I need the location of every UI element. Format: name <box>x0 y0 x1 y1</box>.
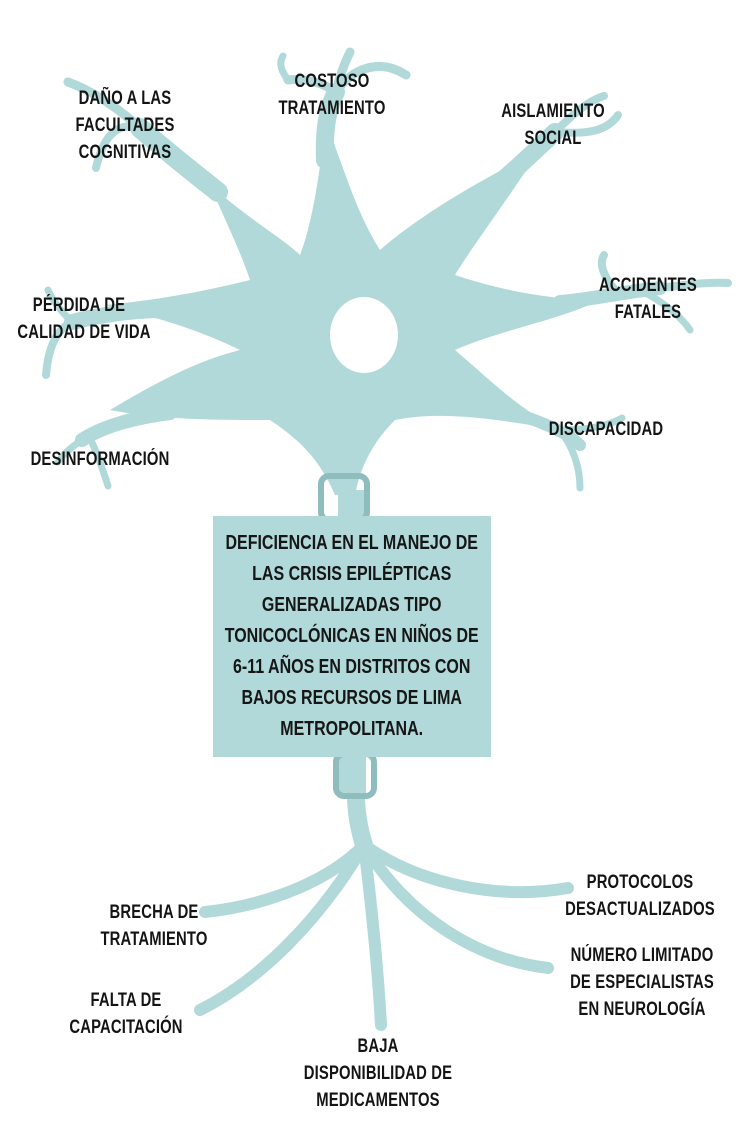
dendrite-misinfo <box>82 413 170 440</box>
neuron-nucleus <box>330 297 398 373</box>
central-problem-box <box>213 516 491 757</box>
effect-disability: DISCAPACIDAD <box>548 419 664 440</box>
effect-fatal-accidents: ACCIDENTES FATALES <box>599 275 697 323</box>
cause-limited-specialists: NÚMERO LIMITADO DE ESPECIALISTAS EN NEUROLOGÍA <box>570 945 714 1020</box>
axon <box>356 795 364 845</box>
central-line-5: 6-11 AÑOS EN DISTRITOS CON <box>233 656 471 678</box>
central-line-4: TONICOCLÓNICAS EN NIÑOS DE <box>225 625 479 647</box>
effect-costly-treatment: COSTOSO TRATAMIENTO <box>278 71 386 119</box>
central-line-3: GENERALIZADAS TIPO <box>262 594 442 616</box>
central-line-2: LAS CRISIS EPILÉPTICAS <box>252 563 452 585</box>
central-line-6: BAJOS RECURSOS DE LIMA <box>241 687 463 709</box>
cause-treatment-gap: BRECHA DE TRATAMIENTO <box>100 902 208 950</box>
cause-outdated-protocols: PROTOCOLOS DESACTUALIZADOS <box>565 872 715 920</box>
effect-quality-of-life: PÉRDIDA DE CALIDAD DE VIDA <box>17 295 151 343</box>
central-problem-text <box>225 528 479 745</box>
central-line-1: DEFICIENCIA EN EL MANEJO DE <box>225 532 479 554</box>
effect-misinformation: DESINFORMACIÓN <box>30 449 170 470</box>
effect-social-isolation: AISLAMIENTO SOCIAL <box>501 101 605 149</box>
cause-medicine-availability: BAJA DISPONIBILIDAD DE MEDICAMENTOS <box>303 1036 453 1111</box>
central-line-7: METROPOLITANA. <box>280 718 424 740</box>
effect-cognitive-damage: DAÑO A LAS FACULTADES COGNITIVAS <box>75 88 175 163</box>
cause-lack-of-training: FALTA DE CAPACITACIÓN <box>69 990 183 1038</box>
